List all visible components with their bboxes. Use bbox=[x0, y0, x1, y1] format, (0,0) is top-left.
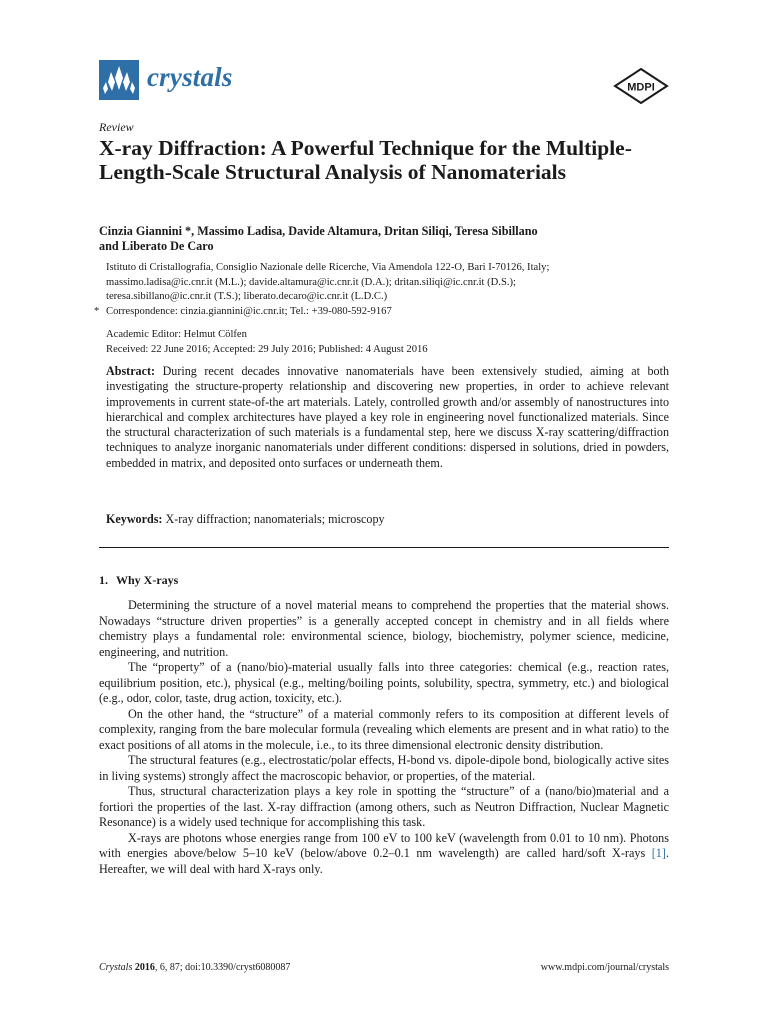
paragraph: The structural features (e.g., electrostatic/polar effects, H-bond vs. dipole-dipole bond, biologically active sites in living systems) strongly affect the macroscopic behavior, or properties, of the material. bbox=[99, 753, 669, 783]
section-number: 1. bbox=[99, 573, 108, 587]
mdpi-logo-icon bbox=[613, 68, 669, 104]
footer-journal: Crystals bbox=[99, 962, 133, 973]
keywords-label: Keywords: bbox=[106, 512, 163, 526]
paragraph-last bbox=[99, 831, 669, 878]
article-meta bbox=[106, 327, 666, 357]
correspondence-text: Correspondence: cinzia.giannini@ic.cnr.it; Tel.: +39-080-592-9167 bbox=[106, 305, 392, 317]
article-title: X-ray Diffraction: A Powerful Technique for the Multiple-Length-Scale Structural Analysis of Nanomaterials bbox=[99, 136, 632, 184]
paragraph-text: X-rays are photons whose energies range from 100 eV to 100 keV (wavelength from 0.01 to 10 nm). Photons with energies above/below 5–10 keV (below/above 0.2–0.1 nm wavelength) are called hard/soft X-rays bbox=[99, 830, 669, 860]
paragraph: The “property” of a (nano/bio)-material usually falls into three categories: chemical (e.g., reaction rates, equilibrium position, etc.), physical (e.g., melting/boiling points, solubility, spectra, symmetry, etc.) and biological (e.g., odor, color, taste, drug action, toxicity, etc.). bbox=[99, 660, 669, 705]
author-list bbox=[99, 224, 659, 254]
paragraph-tail: . Hereafter, we will deal with hard X-rays only. bbox=[99, 846, 669, 876]
abstract-text: During recent decades innovative nanomaterials have been extensively studied, aiming at both investigating the structure-property relationship and discovering new properties, in order to achieve relevant improvements in current state-of-the art materials. Lately, controlled growth and/or assembly of nanostructures into hierarchical and complex architectures have played a key role in engineering novel functionalized materials. Since the structural characterization of such materials is a fundamental step, here we discuss X-ray scattering/diffraction techniques to analyze inorganic nanomaterials under different conditions: dispersed in solutions, dried in powders, embedded in matrix, and deposited onto surfaces or underneath them. bbox=[106, 364, 669, 470]
footer-year: 2016 bbox=[134, 962, 155, 973]
citation-link[interactable]: [1] bbox=[651, 846, 666, 860]
section-heading bbox=[99, 573, 178, 588]
abstract bbox=[106, 364, 669, 471]
abstract-label: Abstract: bbox=[106, 364, 156, 378]
section-title: Why X-rays bbox=[116, 573, 179, 587]
body-text bbox=[99, 598, 669, 877]
correspondence-line bbox=[94, 305, 666, 320]
authors-line-2: and Liberato De Caro bbox=[99, 239, 214, 253]
keywords bbox=[106, 512, 669, 527]
academic-editor: Academic Editor: Helmut Cölfen bbox=[106, 329, 247, 340]
keywords-text: X-ray diffraction; nanomaterials; microscopy bbox=[165, 512, 385, 526]
journal-header bbox=[99, 58, 669, 106]
affiliation-line: teresa.sibillano@ic.cnr.it (T.S.); liberato.decaro@ic.cnr.it (L.D.C.) bbox=[106, 291, 388, 302]
paragraph: Thus, structural characterization plays a key role in spotting the “structure” of a (nano/bio)material and a fortiori the properties of the last. X-ray diffraction (among others, such as Neutron Diffraction, Nuclear Magnetic Resonance) is a widely used technique for accomplishing this task. bbox=[99, 784, 669, 829]
affiliation-line: massimo.ladisa@ic.cnr.it (M.L.); davide.altamura@ic.cnr.it (D.A.); dritan.siliqi@ic.cnr.it (D.S.); bbox=[106, 276, 516, 288]
crystals-logo-icon bbox=[99, 60, 139, 100]
article-type: Review bbox=[99, 120, 134, 134]
correspondence-star: * bbox=[94, 305, 100, 317]
mdpi-logo-text: MDPI bbox=[627, 81, 655, 94]
authors-line-1: Cinzia Giannini *, Massimo Ladisa, Davide Altamura, Dritan Siliqi, Teresa Sibillano bbox=[99, 224, 538, 238]
footer-citation bbox=[99, 962, 290, 973]
publication-dates: Received: 22 June 2016; Accepted: 29 July 2016; Published: 4 August 2016 bbox=[106, 344, 428, 355]
affiliation-line: Istituto di Cristallografia, Consiglio Nazionale delle Ricerche, Via Amendola 122-O, Bari I-70126, Italy; bbox=[106, 262, 550, 273]
paragraph: On the other hand, the “structure” of a material commonly refers to its composition at different levels of complexity, ranging from the bare molecular formula (revealing which elements are present and in what ratio) to the exact positions of all atoms in the molecule, i.e., to its three dimensional electronic density distribution. bbox=[99, 706, 669, 752]
section-divider bbox=[99, 547, 669, 548]
footer-url[interactable]: www.mdpi.com/journal/crystals bbox=[540, 962, 669, 973]
paragraph: Determining the structure of a novel material means to comprehend the properties that the material shows. Nowadays “structure driven properties” is a generally accepted concept in chemistry and in all fields where chemistry plays a fundamental role: environmental science, biology, biochemistry, polymer science, medicine, engineering, and nutrition. bbox=[99, 598, 669, 659]
affiliation-block bbox=[94, 261, 666, 319]
footer-citation-rest: , 6, 87; doi:10.3390/cryst6080087 bbox=[154, 962, 291, 973]
journal-name: crystals bbox=[147, 62, 233, 92]
